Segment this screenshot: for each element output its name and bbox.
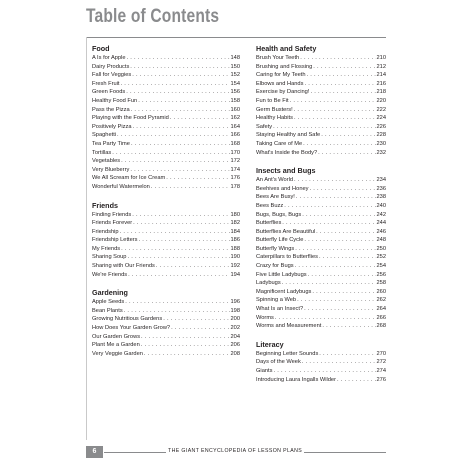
entry-page-number: 254 [376, 263, 386, 270]
toc-section [256, 340, 386, 384]
entry-page-number: 152 [230, 72, 240, 79]
entry-page-number: 166 [230, 132, 240, 139]
entry-title: Five Little Ladybugs [256, 271, 307, 278]
entry-title: Introducing Laura Ingalls Wilder [256, 376, 336, 383]
toc-entry [92, 236, 240, 245]
entry-page-number: 154 [230, 80, 240, 87]
entry-title: Playing with the Food Pyramid [92, 115, 169, 122]
toc-entry [256, 245, 386, 254]
entry-page-number: 262 [376, 297, 386, 304]
entry-title: We All Scream for Ice Cream [92, 175, 166, 182]
toc-entry [92, 307, 240, 316]
dot-leader [304, 80, 375, 89]
entry-title: Staying Healthy and Safe [256, 132, 321, 139]
section-heading: Health and Safety [256, 44, 317, 53]
entry-title: Very Blueberry [92, 166, 130, 173]
toc-entry [256, 350, 386, 359]
entry-page-number: 240 [376, 202, 386, 209]
entry-page-number: 192 [230, 263, 240, 270]
dot-leader [310, 185, 376, 194]
toc-entry [256, 106, 386, 115]
entry-page-number: 148 [230, 55, 240, 61]
entry-title: Fun to Be Fit [256, 97, 289, 104]
toc-entry [92, 71, 240, 80]
dot-leader [170, 114, 230, 123]
toc-entry [92, 341, 240, 350]
dot-leader [307, 71, 376, 80]
entry-title: Magnificent Ladybugs [256, 288, 312, 295]
dot-leader [120, 228, 230, 237]
entry-page-number: 260 [376, 288, 386, 295]
dot-leader [156, 262, 230, 271]
dot-leader [337, 376, 376, 385]
entry-title: We're Friends [92, 271, 128, 278]
entry-page-number: 266 [376, 314, 386, 321]
toc-entry [256, 71, 386, 80]
entry-page-number: 188 [230, 245, 240, 252]
toc-section [92, 44, 240, 192]
entry-title: Finding Friends [92, 211, 132, 218]
entry-title: Green Foods [92, 89, 126, 96]
entry-page-number: 196 [230, 299, 240, 306]
entry-page-number: 248 [376, 237, 386, 244]
entry-page-number: 232 [376, 149, 386, 156]
toc-entry [92, 262, 240, 271]
dot-leader [273, 367, 375, 376]
toc-entry [92, 123, 240, 132]
entry-title: Healthy Food Fun [92, 97, 138, 104]
entry-title: Crazy for Bugs [256, 263, 294, 270]
entry-title: Sharing with Our Friends [92, 263, 155, 270]
dot-leader [126, 88, 229, 97]
entry-title: Caterpillars to Butterflies [256, 254, 318, 261]
toc-entry [92, 114, 240, 123]
entry-page-number: 160 [230, 106, 240, 113]
entry-page-number: 224 [376, 115, 386, 122]
entry-title: Brushing and Flossing [256, 63, 313, 70]
dot-leader [318, 149, 375, 158]
toc-entry [256, 114, 386, 123]
dot-leader [310, 88, 375, 97]
entry-title: Brush Your Teeth [256, 55, 300, 61]
entry-title: Sharing Soup [92, 254, 127, 261]
toc-entry [92, 80, 240, 89]
entry-title: Tortillas [92, 149, 112, 156]
dot-leader [127, 54, 230, 63]
entry-page-number: 182 [230, 220, 240, 227]
toc-entry [92, 183, 240, 192]
entry-title: Days of the Week [256, 359, 301, 366]
toc-entry [256, 123, 386, 132]
entry-title: Spaghetti [92, 132, 117, 139]
toc-entry [92, 245, 240, 254]
toc-entry [92, 63, 240, 72]
entry-title: Worms [256, 314, 274, 321]
toc-entry [92, 157, 240, 166]
entry-page-number: 178 [230, 183, 240, 190]
dot-leader [275, 314, 376, 323]
entry-title: Friends Forever [92, 220, 133, 227]
toc-entry [256, 211, 386, 220]
toc-entry [256, 193, 386, 202]
dot-leader [322, 322, 375, 331]
entry-page-number: 270 [376, 350, 386, 357]
entry-title: Safety [256, 123, 273, 130]
toc-entry [256, 262, 386, 271]
dot-leader [130, 63, 229, 72]
entry-page-number: 202 [230, 325, 240, 332]
entry-page-number: 204 [230, 333, 240, 340]
entry-title: What's Inside the Body? [256, 149, 318, 156]
entry-page-number: 246 [376, 228, 386, 235]
toc-section [256, 44, 386, 157]
section-heading: Food [92, 44, 110, 53]
section-heading: Gardening [92, 288, 128, 298]
dot-leader [171, 324, 229, 333]
dot-leader [112, 149, 229, 158]
entry-title: Fresh Fruit [92, 80, 120, 87]
entry-title: Tea Party Time [92, 140, 130, 147]
toc-entry [256, 219, 386, 228]
toc-entry [256, 279, 386, 288]
entry-page-number: 252 [376, 254, 386, 261]
dot-leader [127, 253, 229, 262]
toc-section [256, 166, 386, 331]
entry-title: Positively Pizza [92, 123, 132, 130]
dot-leader [117, 131, 229, 140]
entry-title: Taking Care of Me [256, 140, 303, 147]
toc-section [92, 288, 240, 358]
entry-page-number: 258 [376, 280, 386, 287]
toc-section [92, 201, 240, 280]
entry-title: Ladybugs [256, 280, 281, 287]
entry-title: Elbows and Hands [256, 80, 304, 87]
dot-leader [302, 358, 376, 367]
dot-leader [141, 333, 229, 342]
entry-page-number: 234 [376, 177, 386, 184]
entry-page-number: 186 [230, 237, 240, 244]
section-heading: Friends [92, 200, 118, 210]
dot-leader [128, 271, 229, 280]
toc-entry [92, 174, 240, 183]
toc-entry [256, 288, 386, 297]
entry-page-number: 242 [376, 211, 386, 218]
entry-page-number: 158 [230, 97, 240, 104]
entry-page-number: 172 [230, 158, 240, 165]
entry-title: Butterfly Life Cycle [256, 237, 304, 244]
entry-page-number: 238 [376, 194, 386, 201]
entry-title: Plant Me a Garden [92, 342, 140, 349]
entry-title: Worms and Measurement [256, 323, 322, 330]
entry-page-number: 218 [376, 89, 386, 96]
entry-page-number: 274 [376, 368, 386, 374]
entry-title: Exercise by Dancing! [256, 89, 310, 96]
dot-leader [295, 262, 376, 271]
entry-page-number: 214 [376, 72, 386, 79]
entry-page-number: 184 [230, 228, 240, 235]
dot-leader [294, 114, 376, 123]
entry-page-number: 264 [376, 306, 386, 313]
toc-entry [92, 97, 240, 106]
toc-entry [92, 106, 240, 115]
section-heading: Literacy [256, 339, 284, 349]
entry-page-number: 162 [230, 115, 240, 122]
entry-page-number: 230 [376, 140, 386, 147]
entry-page-number: 268 [376, 323, 386, 330]
entry-title: My Friends [92, 245, 121, 252]
dot-leader [166, 174, 229, 183]
toc-entry [256, 271, 386, 280]
toc-entry [256, 140, 386, 149]
toc-entry [92, 333, 240, 342]
entry-page-number: 250 [376, 245, 386, 252]
dot-leader [282, 279, 376, 288]
entry-title: Very Veggie Garden [92, 350, 143, 357]
dot-leader [294, 176, 375, 185]
entry-title: What Is an Insect? [256, 306, 304, 313]
dot-leader [290, 97, 376, 106]
dot-leader [295, 245, 375, 254]
toc-entry [256, 376, 386, 385]
toc-entry [256, 358, 386, 367]
toc-entry [256, 305, 386, 314]
dot-leader [133, 123, 230, 132]
toc-entry [256, 314, 386, 323]
entry-title: Butterflies Are Beautiful [256, 228, 316, 235]
toc-entry [92, 140, 240, 149]
entry-page-number: 210 [376, 55, 386, 61]
entry-title: Caring for My Teeth [256, 72, 306, 79]
toc-entry [92, 253, 240, 262]
entry-page-number: 276 [376, 376, 386, 383]
entry-title: Healthy Habits [256, 115, 293, 122]
dot-leader [312, 288, 375, 297]
section-heading: Insects and Bugs [256, 166, 316, 176]
entry-title: Bees Are Busy! [256, 194, 295, 201]
entry-title: Bean Plants [92, 307, 123, 314]
dot-leader [273, 123, 375, 132]
entry-page-number: 200 [230, 316, 240, 323]
entry-page-number: 220 [376, 97, 386, 104]
entry-title: How Does Your Garden Grow? [92, 325, 171, 332]
dot-leader [308, 271, 376, 280]
dot-leader [284, 202, 375, 211]
dot-leader [303, 140, 375, 149]
toc-entry [92, 298, 240, 307]
entry-page-number: 256 [376, 271, 386, 278]
entry-title: Butterfly Wings [256, 245, 295, 252]
toc-entry [92, 315, 240, 324]
dot-leader [319, 350, 375, 359]
title-underline [86, 37, 386, 38]
left-column [92, 44, 240, 367]
toc-entry [92, 149, 240, 158]
toc-entry [256, 63, 386, 72]
toc-entry [256, 97, 386, 106]
entry-title: Our Garden Grows [92, 333, 141, 340]
dot-leader [138, 97, 229, 106]
entry-title: A Is for Apple [92, 55, 126, 61]
toc-entry [92, 228, 240, 237]
dot-leader [282, 219, 375, 228]
entry-title: Vegetables [92, 158, 121, 165]
toc-entry [256, 185, 386, 194]
dot-leader [294, 106, 376, 115]
toc-entry [92, 271, 240, 280]
toc-entry [256, 367, 386, 376]
entry-title: Beehives and Honey [256, 185, 309, 192]
entry-page-number: 190 [230, 254, 240, 261]
entry-page-number: 168 [230, 140, 240, 147]
toc-entry [256, 131, 386, 140]
toc-entry [92, 350, 240, 359]
entry-title: Giants [256, 368, 273, 374]
dot-leader [296, 193, 376, 202]
entry-title: Pass the Pizza [92, 106, 130, 113]
page-number: 6 [92, 448, 97, 455]
dot-leader [313, 63, 375, 72]
entry-page-number: 180 [230, 211, 240, 218]
entry-title: Wonderful Watermelon [92, 183, 150, 190]
dot-leader [131, 106, 230, 115]
toc-entry [256, 296, 386, 305]
toc-entry [256, 54, 386, 63]
toc-entry [256, 253, 386, 262]
entry-page-number: 194 [230, 271, 240, 278]
entry-page-number: 164 [230, 123, 240, 130]
toc-entry [256, 202, 386, 211]
dot-leader [130, 166, 229, 175]
entry-page-number: 272 [376, 359, 386, 366]
dot-leader [125, 298, 229, 307]
dot-leader [304, 236, 375, 245]
margin-rule [86, 37, 87, 440]
dot-leader [321, 131, 375, 140]
entry-page-number: 216 [376, 80, 386, 87]
entry-page-number: 226 [376, 123, 386, 130]
dot-leader [151, 183, 230, 192]
entry-title: Spinning a Web [256, 297, 297, 304]
dot-leader [133, 219, 229, 228]
dot-leader [300, 54, 375, 63]
dot-leader [132, 71, 229, 80]
entry-page-number: 156 [230, 89, 240, 96]
entry-title: Bees Buzz [256, 202, 284, 209]
entry-title: Dairy Products [92, 63, 130, 70]
toc-entry [92, 211, 240, 220]
toc-entry [92, 166, 240, 175]
dot-leader [297, 296, 375, 305]
entry-page-number: 150 [230, 63, 240, 70]
entry-page-number: 222 [376, 106, 386, 113]
dot-leader [131, 140, 230, 149]
right-column [256, 44, 386, 393]
entry-title: Friendship [92, 228, 119, 235]
entry-title: Growing Nutritious Gardens [92, 316, 163, 323]
toc-entry [92, 131, 240, 140]
dot-leader [121, 80, 230, 89]
toc-entry [256, 228, 386, 237]
entry-title: Apple Seeds [92, 299, 125, 306]
dot-leader [132, 211, 229, 220]
entry-title: Friendship Letters [92, 237, 138, 244]
entry-title: Germ Busters! [256, 106, 293, 113]
entry-title: Butterflies [256, 220, 282, 227]
entry-page-number: 228 [376, 132, 386, 139]
toc-entry [256, 88, 386, 97]
dot-leader [144, 350, 230, 359]
toc-entry [92, 54, 240, 63]
toc-entry [256, 322, 386, 331]
dot-leader [304, 305, 375, 314]
dot-leader [139, 236, 230, 245]
toc-entry [92, 88, 240, 97]
page-title: Table of Contents [86, 6, 220, 27]
toc-entry [256, 149, 386, 158]
dot-leader [302, 211, 375, 220]
dot-leader [121, 157, 229, 166]
toc-entry [256, 80, 386, 89]
entry-page-number: 244 [376, 220, 386, 227]
entry-page-number: 212 [376, 63, 386, 70]
dot-leader [163, 315, 229, 324]
entry-page-number: 206 [230, 342, 240, 349]
dot-leader [141, 341, 230, 350]
entry-title: Bugs, Bugs, Bugs [256, 211, 302, 218]
entry-page-number: 236 [376, 185, 386, 192]
running-footer: THE GIANT ENCYCLOPEDIA OF LESSON PLANS [168, 448, 303, 454]
dot-leader [121, 245, 229, 254]
toc-entry [92, 219, 240, 228]
entry-title: An Ant's World [256, 177, 294, 184]
entry-title: Fall for Veggies [92, 72, 132, 79]
dot-leader [124, 307, 230, 316]
entry-page-number: 174 [230, 166, 240, 173]
dot-leader [319, 253, 376, 262]
dot-leader [316, 228, 375, 237]
entry-title: Beginning Letter Sounds [256, 350, 319, 357]
entry-page-number: 176 [230, 175, 240, 182]
entry-page-number: 198 [230, 307, 240, 314]
toc-entry [256, 176, 386, 185]
entry-page-number: 208 [230, 350, 240, 357]
toc-entry [92, 324, 240, 333]
entry-page-number: 170 [230, 149, 240, 156]
toc-entry [256, 236, 386, 245]
